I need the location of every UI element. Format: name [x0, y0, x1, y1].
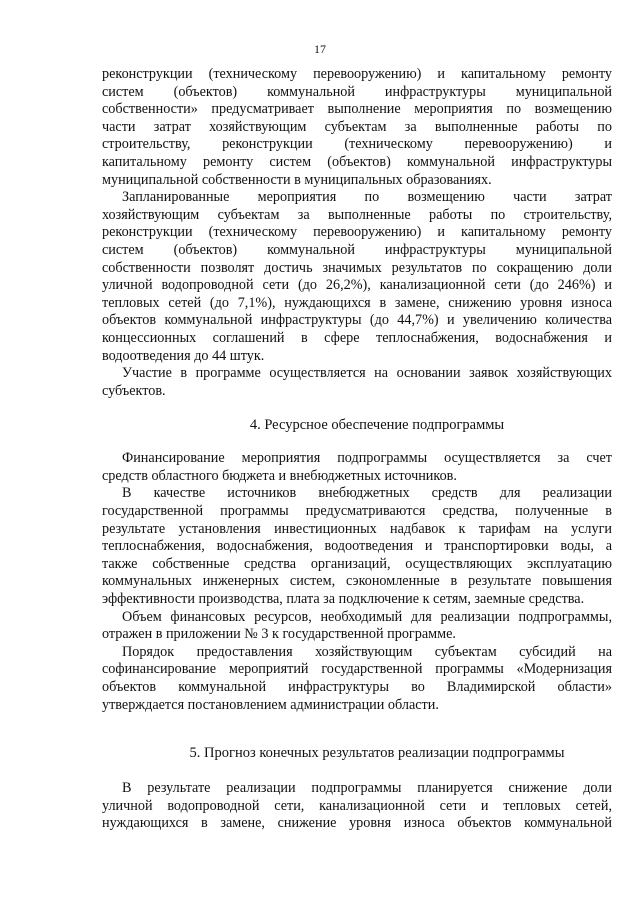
paragraph — [102, 189, 612, 365]
text-line: Порядок предоставления хозяйствующим субъектам субсидий на — [122, 643, 612, 660]
text-line: строительству, реконструкции (техническому перевооружению) и — [102, 136, 612, 153]
paragraph — [102, 66, 612, 189]
text-line: водоотведения до 44 штук. — [102, 347, 265, 364]
text-line: уличной водопроводной сети (до 26,2%), канализационной сети (до 246%) и — [102, 277, 612, 294]
text-line: реконструкции (техническому перевооружению) и капитальному ремонту — [102, 66, 612, 82]
paragraph — [102, 450, 612, 485]
text-line: уличной водопроводной сети, канализационной сети и тепловых сетей, — [102, 797, 612, 814]
text-line: теплоснабжения, водоснабжения, водоотведения и транспортировки воды, а — [102, 538, 612, 555]
text-line: объектов коммунальной инфраструктуры (до 44,7%) и увеличению количества — [102, 312, 612, 329]
text-line: также собственные средства организаций, осуществляющих эксплуатацию — [102, 555, 612, 572]
page-number: 17 — [314, 42, 326, 56]
text-line: объектов коммунальной инфраструктуры во Владимирской области» — [102, 679, 612, 695]
text-line: систем (объектов) коммунальной инфраструктуры муниципальной — [102, 83, 612, 100]
text-line: В результате реализации подпрограммы планируется снижение доли — [122, 780, 612, 797]
document-body — [102, 66, 612, 833]
text-line: систем (объектов) коммунальной инфраструктуры муниципальной — [102, 241, 612, 258]
text-line: нуждающихся в замене, снижение уровня износа объектов коммунальной — [102, 815, 612, 832]
text-line: реконструкции (техническому перевооружению) и капитальному ремонту — [102, 224, 612, 241]
text-line: части затрат хозяйствующим субъектам за выполненные работы по — [102, 118, 612, 135]
paragraph — [102, 780, 612, 833]
paragraph — [102, 485, 612, 608]
text-line: концессионных соглашений в сфере теплоснабжения, водоснабжения и — [102, 329, 612, 346]
text-line: Объем финансовых ресурсов, необходимый для реализации подпрограммы, — [122, 608, 612, 625]
text-line: Финансирование мероприятия подпрограммы осуществляется за счет — [122, 450, 612, 467]
text-line: хозяйствующим субъектам за выполненные работы по строительству, — [102, 206, 612, 223]
text-line: эффективности производства, плата за подключение к сетям, заемные средства. — [102, 591, 585, 608]
text-line: государственной программы предусматриваются средства, полученные в — [102, 503, 612, 520]
text-line: софинансирование мероприятий государственной программы «Модернизация — [102, 661, 612, 678]
text-line: субъектов. — [102, 382, 166, 399]
section-heading: 4. Ресурсное обеспечение подпрограммы — [249, 417, 505, 434]
text-line: собственности» предусматривает выполнение мероприятия по возмещению — [102, 101, 612, 118]
text-line: собственности позволят достичь значимых результатов по сокращению доли — [102, 259, 612, 276]
text-line: коммунальных инженерных систем, сэкономленные в результате повышения — [102, 573, 612, 590]
text-line: капитальному ремонту систем (объектов) коммунальной инфраструктуры — [102, 153, 612, 170]
text-line: средств областного бюджета и внебюджетных источников. — [102, 467, 457, 484]
text-line: Запланированные мероприятия по возмещению части затрат — [122, 189, 612, 206]
section-heading: 5. Прогноз конечных результатов реализации подпрограммы — [189, 745, 565, 762]
text-line: утверждается постановлением администрации области. — [102, 696, 439, 713]
text-line: тепловых сетей (до 7,1%), нуждающихся в замене, снижению уровня износа — [102, 294, 612, 311]
text-line: результате установления инвестиционных надбавок к тарифам на услуги — [102, 520, 612, 537]
text-line: муниципальной собственности в муниципальных образованиях. — [102, 171, 492, 188]
paragraph — [102, 609, 612, 644]
paragraph — [102, 644, 612, 714]
text-line: Участие в программе осуществляется на основании заявок хозяйствующих — [122, 365, 612, 382]
text-line: В качестве источников внебюджетных средств для реализации — [122, 485, 612, 502]
paragraph — [102, 365, 612, 400]
text-line: отражен в приложении № 3 к государственной программе. — [102, 626, 456, 643]
